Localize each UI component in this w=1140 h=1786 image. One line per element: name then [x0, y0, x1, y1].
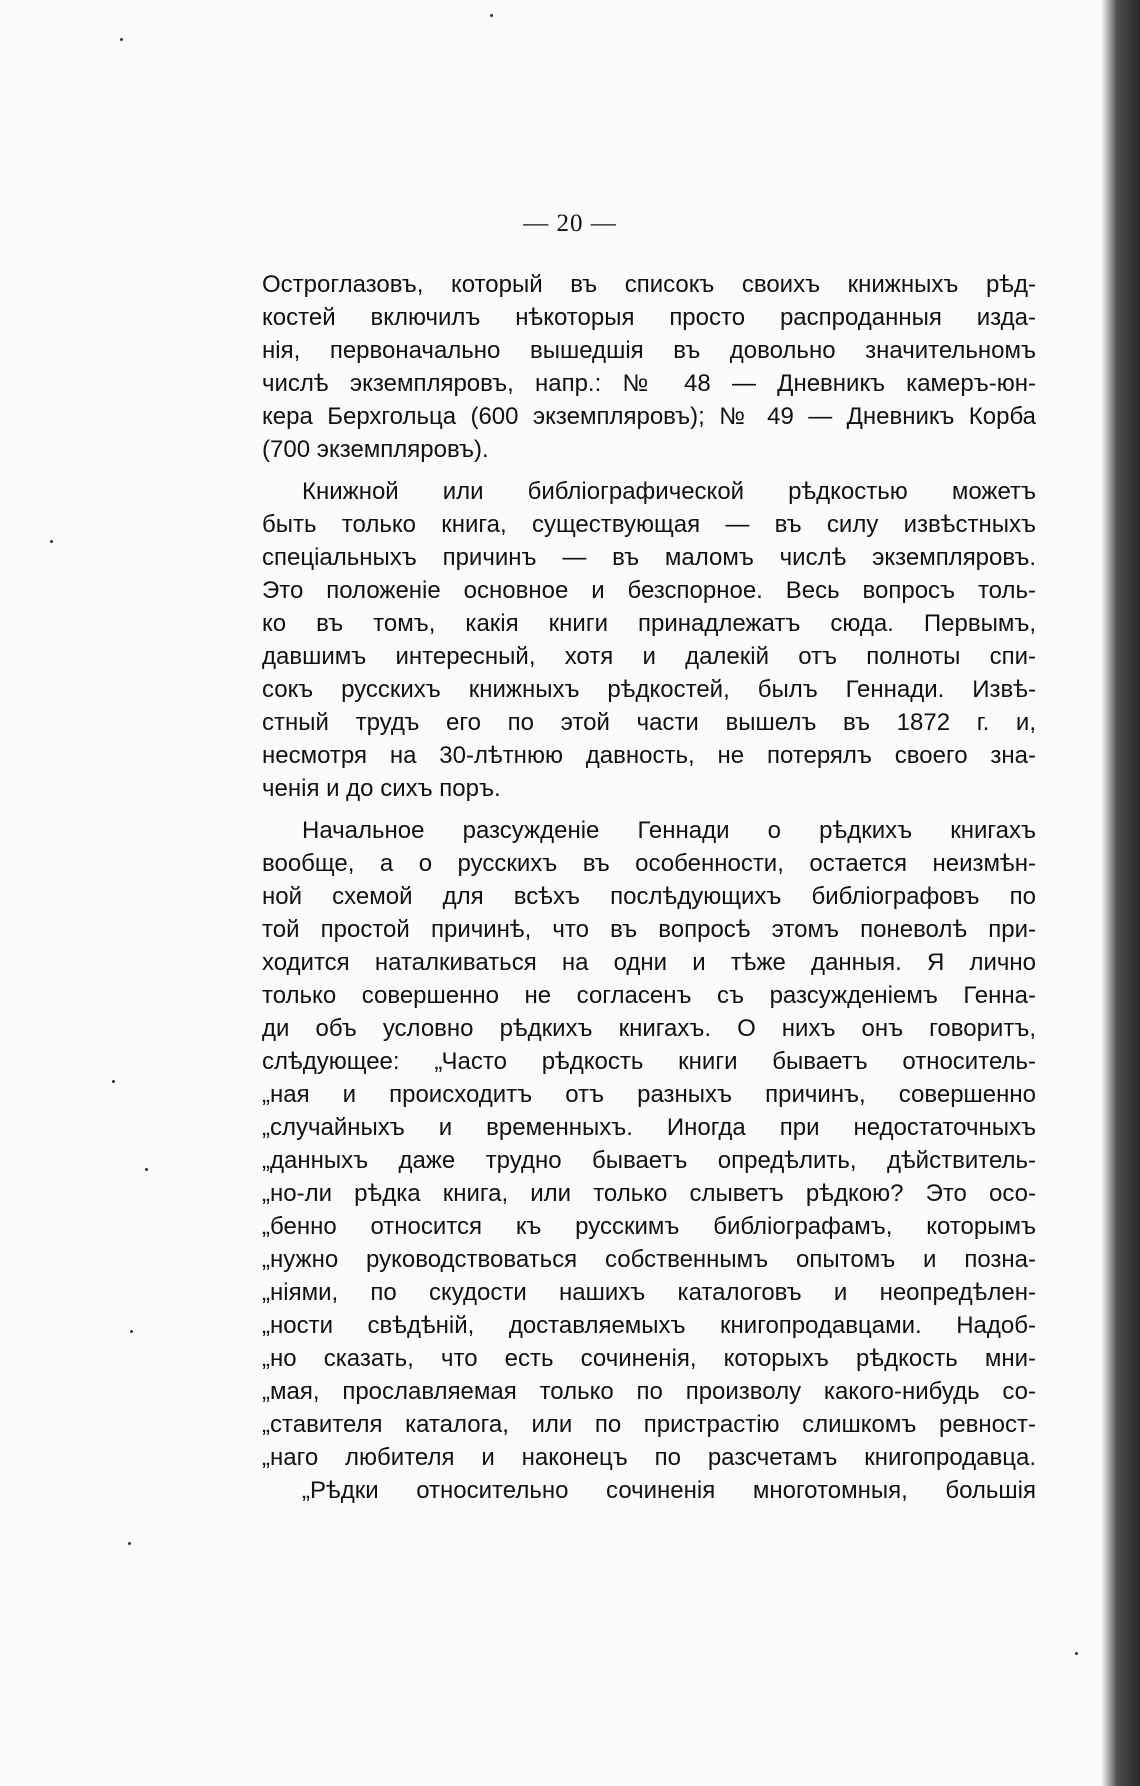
- text-line: той простой причинѣ, что въ вопросѣ этомъ поневолѣ при-: [262, 916, 1036, 943]
- body-text: [262, 268, 1036, 1507]
- text-line: „мая, прославляемая только по произволу какого-нибудь со-: [262, 1378, 1036, 1405]
- text-line: (700 экземпляровъ).: [262, 436, 489, 463]
- scan-speck: [128, 1542, 131, 1545]
- text-line: „ставителя каталога, или по пристрастію слишкомъ ревност-: [262, 1411, 1036, 1438]
- text-line: костей включилъ нѣкоторыя просто распроданныя изда-: [262, 304, 1036, 331]
- scan-speck: [112, 1080, 115, 1083]
- text-line: стный трудъ его по этой части вышелъ въ 1872 г. и,: [262, 709, 1036, 736]
- text-line: „ная и происходитъ отъ разныхъ причинъ, совершенно: [262, 1081, 1036, 1108]
- scan-speck: [145, 1168, 148, 1171]
- text-line: кера Берхгольца (600 экземпляровъ); № 49 — Дневникъ Корба: [262, 403, 1036, 430]
- page-edge-shadow: [1102, 0, 1140, 1786]
- text-line: „нужно руководствоваться собственнымъ опытомъ и позна-: [262, 1246, 1036, 1273]
- text-line: „Рѣдки относительно сочиненія многотомныя, большія: [302, 1477, 1036, 1504]
- scan-speck: [50, 540, 53, 543]
- scan-speck: [130, 1330, 133, 1333]
- text-line: „случайныхъ и временныхъ. Иногда при недостаточныхъ: [262, 1114, 1036, 1141]
- text-line: ной схемой для всѣхъ послѣдующихъ библіографовъ по: [262, 883, 1036, 910]
- text-line: ди объ условно рѣдкихъ книгахъ. О нихъ онъ говоритъ,: [262, 1015, 1036, 1042]
- text-line: ходится наталкиваться на одни и тѣже данныя. Я лично: [262, 949, 1036, 976]
- text-line: Начальное разсужденіе Геннади о рѣдкихъ книгахъ: [302, 817, 1036, 844]
- text-line: „бенно относится къ русскимъ библіографамъ, которымъ: [262, 1213, 1036, 1240]
- text-line: „но сказать, что есть сочиненія, которыхъ рѣдкость мни-: [262, 1345, 1036, 1372]
- text-line: „ніями, по скудости нашихъ каталоговъ и неопредѣлен-: [262, 1279, 1036, 1306]
- text-line: „данныхъ даже трудно бываетъ опредѣлить, дѣйствитель-: [262, 1147, 1036, 1174]
- scan-speck: [120, 38, 123, 41]
- text-line: сокъ русскихъ книжныхъ рѣдкостей, былъ Геннади. Извѣ-: [262, 676, 1036, 703]
- text-line: слѣдующее: „Часто рѣдкость книги бываетъ относитель-: [262, 1048, 1036, 1075]
- page-number: — 20 —: [523, 210, 617, 237]
- scan-speck: [1075, 1652, 1078, 1655]
- text-line: быть только книга, существующая — въ силу извѣстныхъ: [262, 511, 1036, 538]
- text-line: „ности свѣдѣній, доставляемыхъ книгопродавцами. Надоб-: [262, 1312, 1036, 1339]
- text-line: числѣ экземпляровъ, напр.: № 48 — Дневникъ камеръ-юн-: [262, 370, 1036, 397]
- text-line: ко въ томъ, какія книги принадлежатъ сюда. Первымъ,: [262, 610, 1036, 637]
- text-line: нія, первоначально вышедшія въ довольно значительномъ: [262, 337, 1036, 364]
- text-line: „но-ли рѣдка книга, или только слыветъ рѣдкою? Это осо-: [262, 1180, 1036, 1207]
- text-line: Это положеніе основное и безспорное. Весь вопросъ толь-: [262, 577, 1036, 604]
- text-line: давшимъ интересный, хотя и далекій отъ полноты спи-: [262, 643, 1036, 670]
- text-line: вообще, а о русскихъ въ особенности, остается неизмѣн-: [262, 850, 1036, 877]
- scan-speck: [490, 14, 493, 17]
- text-line: несмотря на 30-лѣтнюю давность, не потерялъ своего зна-: [262, 742, 1036, 769]
- text-line: Остроглазовъ, который въ списокъ своихъ книжныхъ рѣд-: [262, 271, 1036, 298]
- text-line: ченія и до сихъ поръ.: [262, 775, 501, 802]
- text-line: только совершенно не согласенъ съ разсужденіемъ Генна-: [262, 982, 1036, 1009]
- text-line: „наго любителя и наконецъ по разсчетамъ книгопродавца.: [262, 1444, 1036, 1471]
- text-line: Книжной или библіографической рѣдкостью можетъ: [302, 478, 1036, 505]
- text-line: спеціальныхъ причинъ — въ маломъ числѣ экземпляровъ.: [262, 544, 1036, 571]
